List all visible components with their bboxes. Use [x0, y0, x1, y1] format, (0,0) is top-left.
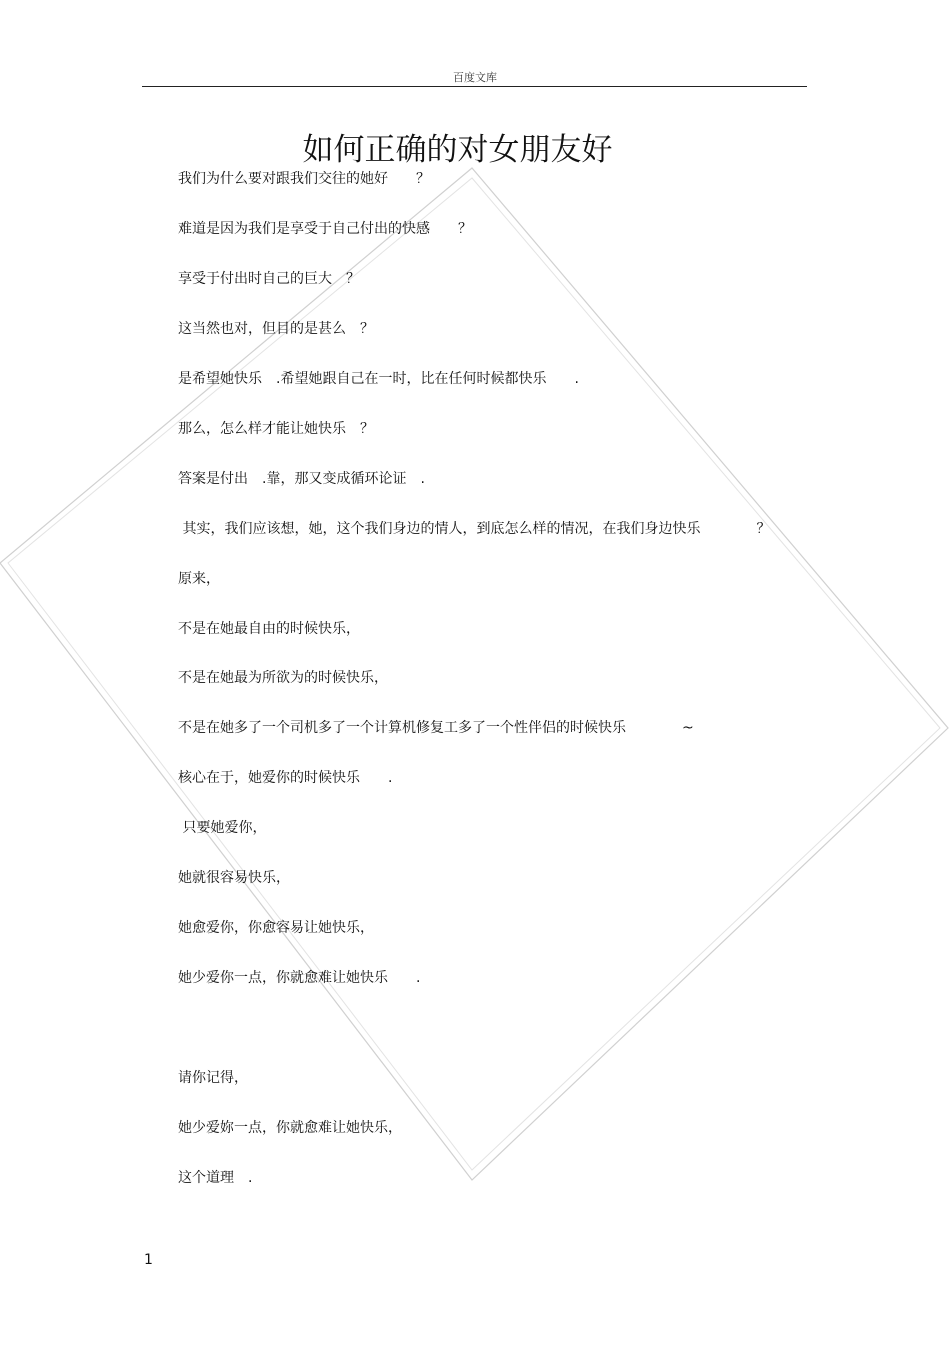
header-title: 百度文库 — [453, 71, 497, 84]
body-line: 这当然也对，但目的是甚么 ？ — [178, 321, 374, 337]
header-divider — [142, 86, 807, 87]
body-line: 她少爱你一点，你就愈难让她快乐 . — [178, 970, 421, 986]
body-line: 享受于付出时自己的巨大 ？ — [178, 271, 360, 287]
body-line: 只要她爱你， — [178, 820, 267, 836]
body-line: 是希望她快乐 .希望她跟自己在一时，比在任何时候都快乐 . — [178, 371, 579, 387]
body-line: 不是在她最自由的时候快乐， — [178, 621, 360, 637]
body-line: 那么，怎么样才能让她快乐 ？ — [178, 421, 374, 437]
document-title: 如何正确的对女朋友好 — [302, 132, 613, 168]
body-line: 答案是付出 .靠，那又变成循环论证 . — [178, 471, 425, 487]
page-number: 1 — [144, 1252, 153, 1268]
body-line: 请你记得， — [178, 1070, 248, 1086]
body-line: 她少爱妳一点，你就愈难让她快乐， — [178, 1120, 402, 1136]
body-line: 难道是因为我们是享受于自己付出的快感 ？ — [178, 221, 472, 237]
body-line: 核心在于，她爱你的时候快乐 . — [178, 770, 393, 786]
body-line: 她就很容易快乐， — [178, 870, 290, 886]
body-line: 其实，我们应该想，她，这个我们身边的情人，到底怎么样的情况，在我们身边快乐 ？ — [178, 521, 771, 537]
body-line: 我们为什么要对跟我们交往的她好 ？ — [178, 171, 430, 187]
body-line: 这个道理 . — [178, 1170, 253, 1186]
body-line: 不是在她多了一个司机多了一个计算机修复工多了一个性伴侣的时候快乐 ~ — [178, 720, 694, 736]
body-line: 原来， — [178, 571, 220, 587]
body-line: 不是在她最为所欲为的时候快乐， — [178, 670, 388, 686]
body-line: 她愈爱你，你愈容易让她快乐， — [178, 920, 374, 936]
